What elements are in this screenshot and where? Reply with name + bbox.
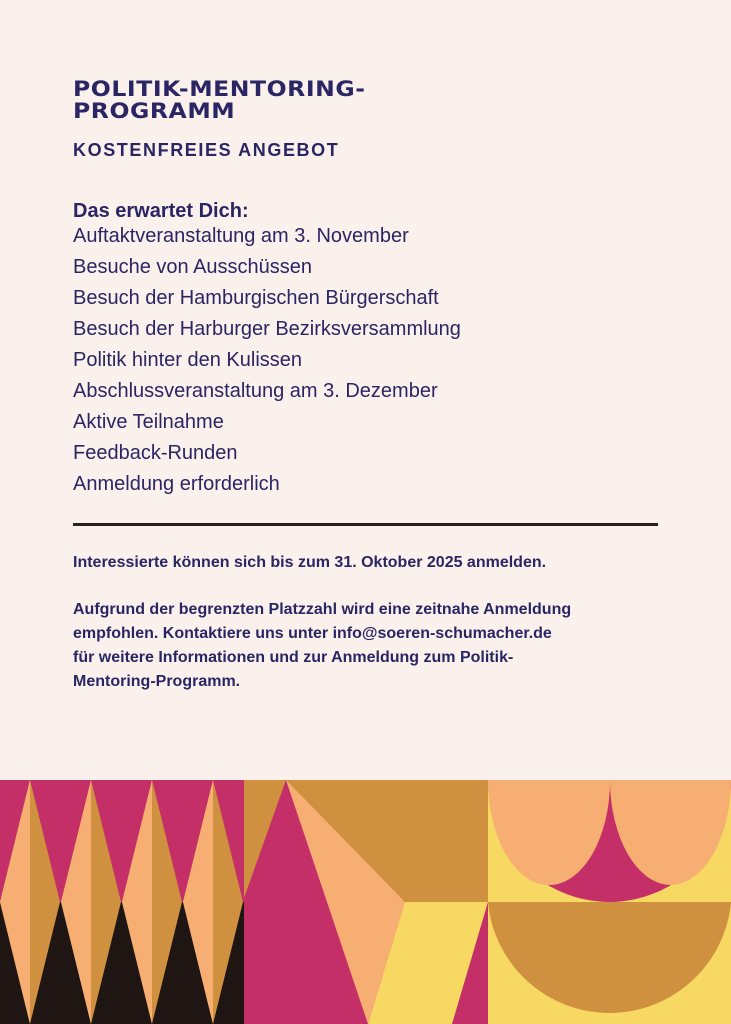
list-item: Auftaktveranstaltung am 3. November (73, 225, 409, 247)
list-item: Politik hinter den Kulissen (73, 349, 303, 371)
page-title (73, 78, 366, 122)
list-item: Feedback-Runden (73, 442, 238, 464)
contact-text (73, 598, 653, 694)
deadline-text: Interessierte können sich bis zum 31. Oktober 2025 anmelden. (73, 554, 547, 571)
contact-line-1: Aufgrund der begrenzten Platzzahl wird eine zeitnahe Anmeldung (73, 601, 572, 618)
contact-line-3: für weitere Informationen und zur Anmeldung zum Politik- (73, 649, 514, 666)
title-line-2: PROGRAMM (73, 99, 236, 123)
contact-line-4: Mentoring-Programm. (73, 673, 241, 690)
program-list (73, 221, 461, 500)
semicircle-panel (488, 780, 731, 1024)
list-item: Anmeldung erforderlich (73, 473, 280, 495)
contact-line-2: empfohlen. Kontaktiere uns unter info@soeren-schumacher.de (73, 625, 552, 642)
list-item: Abschlussveranstaltung am 3. Dezember (73, 380, 438, 402)
subtitle: KOSTENFREIES ANGEBOT (73, 140, 340, 160)
program-heading: Das erwartet Dich: (73, 200, 249, 222)
geometric-pattern (0, 780, 731, 1024)
list-item: Besuch der Harburger Bezirksversammlung (73, 318, 461, 340)
diamond-panel (0, 780, 244, 1024)
triangle-panel (244, 780, 488, 1024)
list-item: Besuch der Hamburgischen Bürgerschaft (73, 287, 439, 309)
title-line-1: POLITIK-MENTORING- (73, 77, 366, 101)
list-item: Aktive Teilnahme (73, 411, 224, 433)
divider (73, 523, 658, 526)
list-item: Besuche von Ausschüssen (73, 256, 313, 278)
